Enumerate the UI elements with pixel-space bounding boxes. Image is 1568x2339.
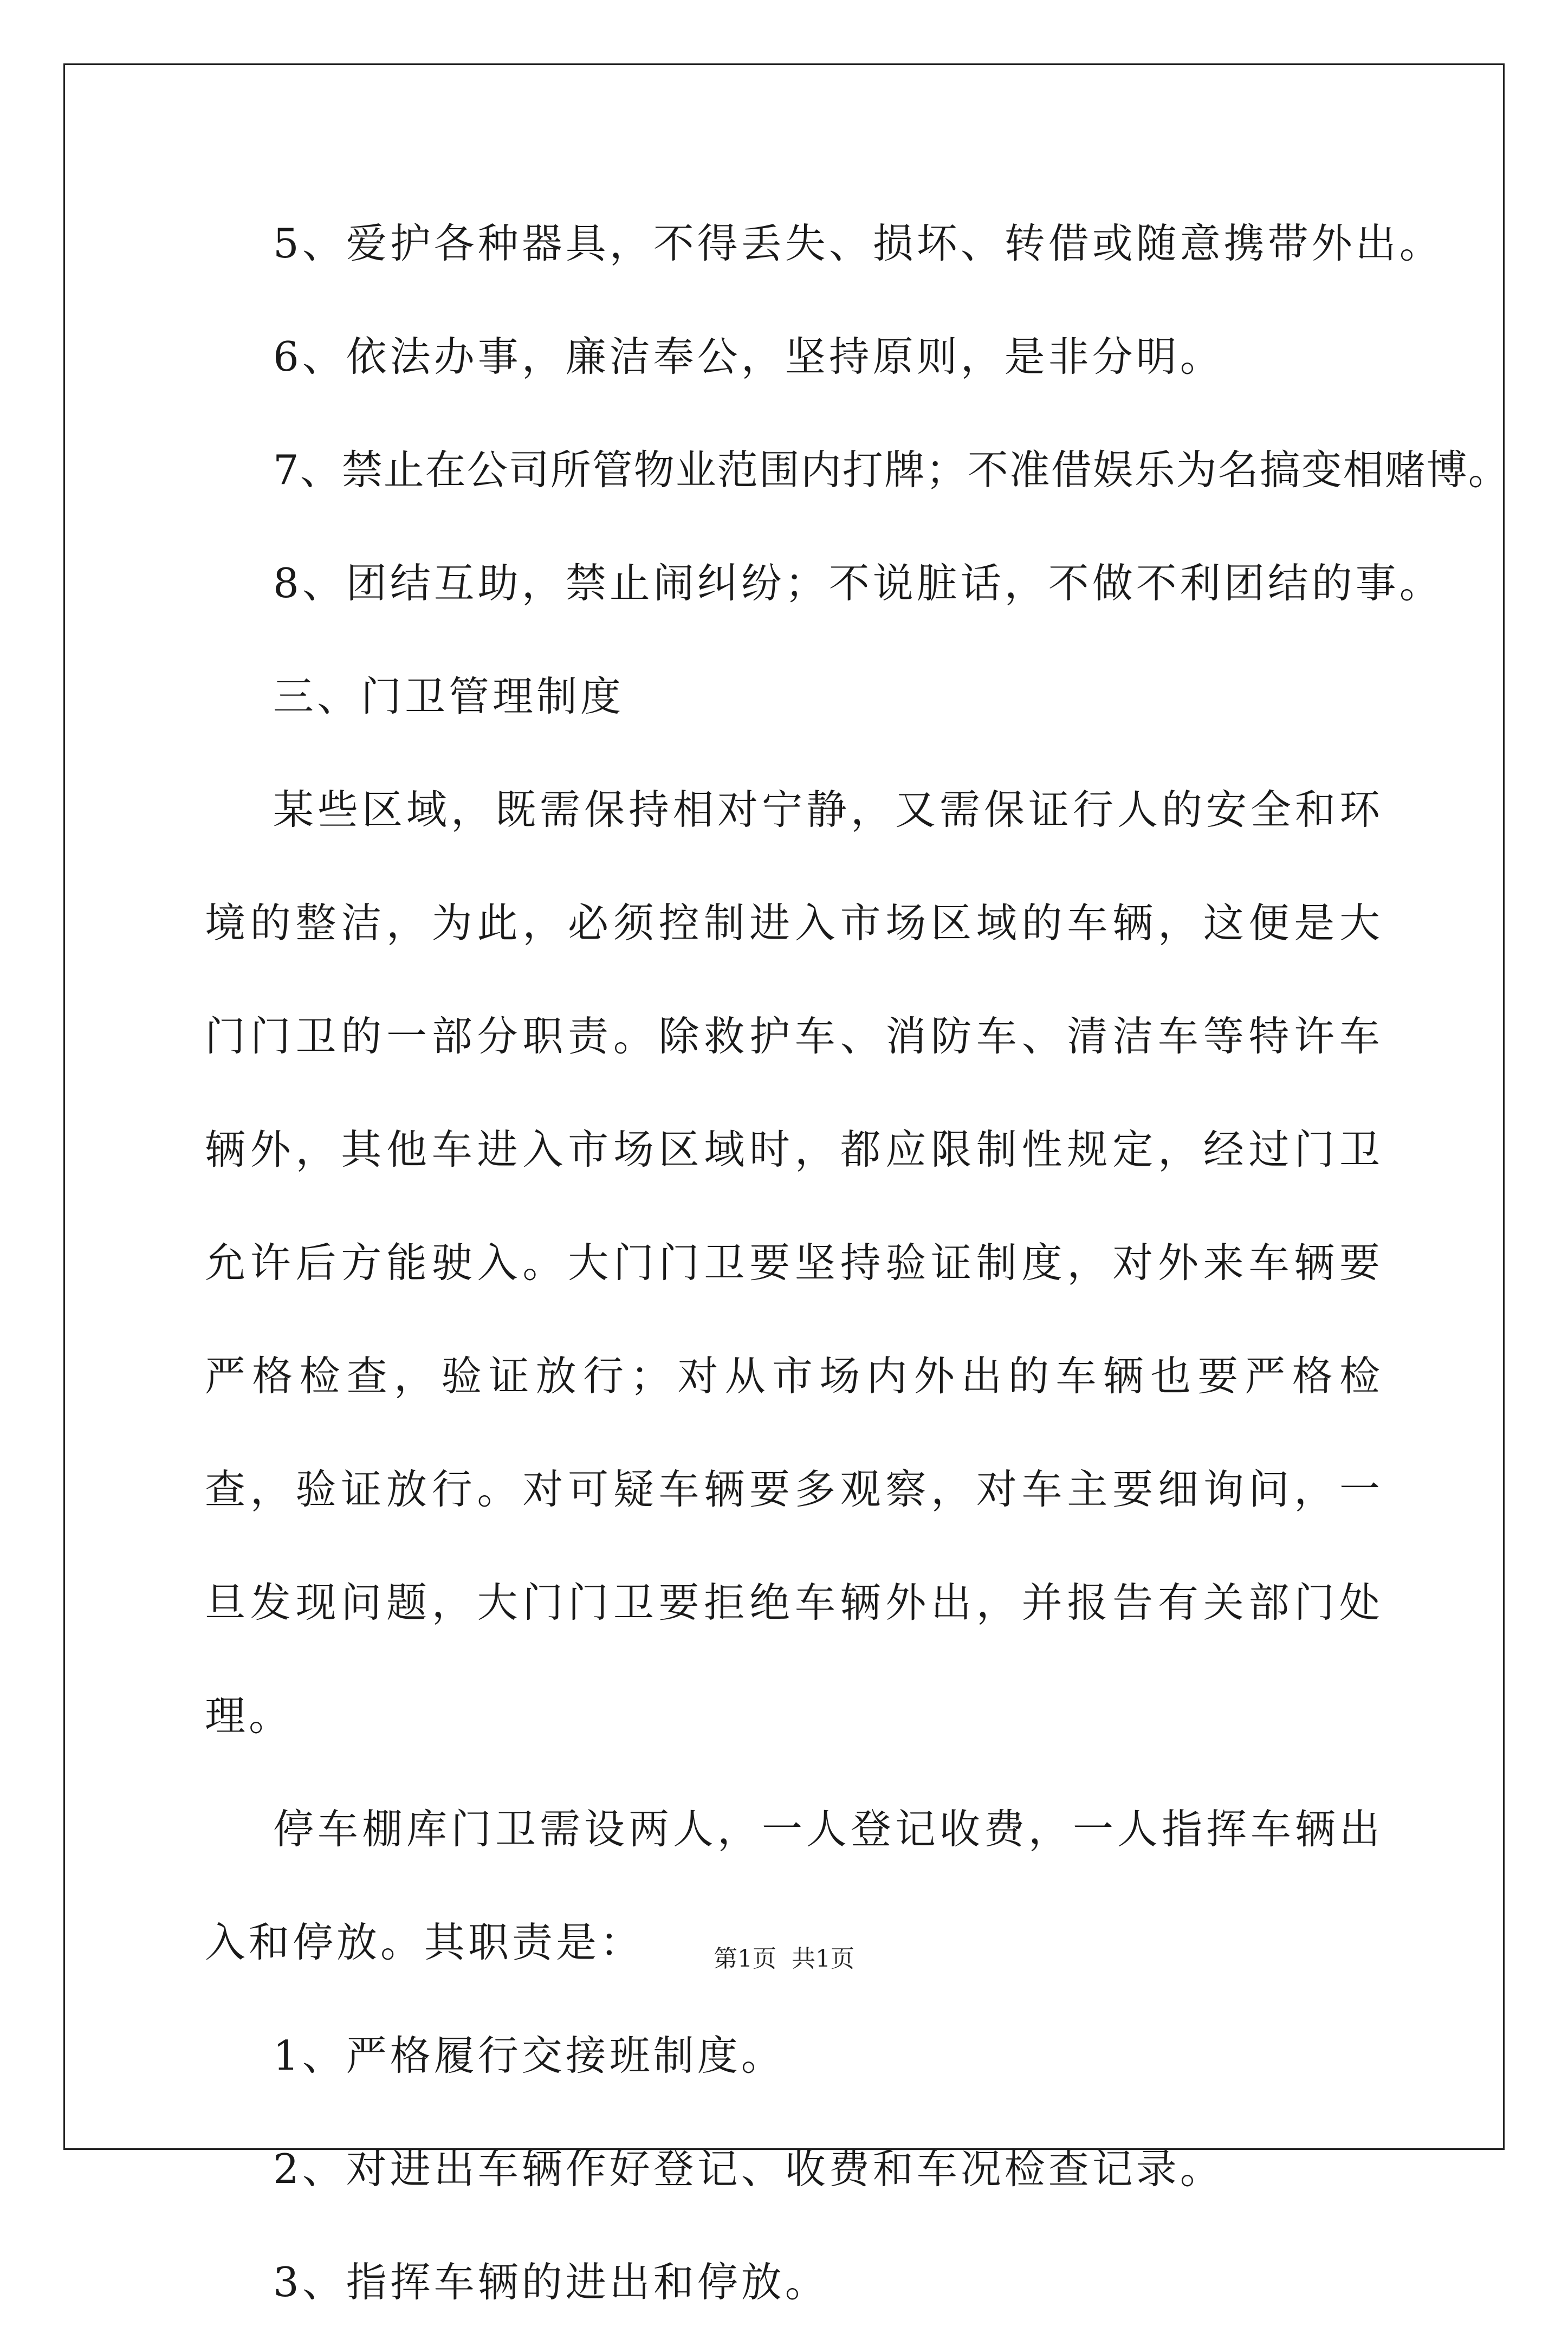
paragraph-rule-6: 6、依法办事，廉洁奉公，坚持原则，是非分明。: [273, 333, 1224, 380]
page-footer: [0, 1943, 1568, 1975]
paragraph-duty-1: 1、严格履行交接班制度。: [273, 2032, 785, 2079]
document-body: [205, 187, 1510, 2339]
page-number: 第1页: [714, 1945, 776, 1973]
section-heading-gatekeeper: 三、门卫管理制度: [273, 673, 625, 720]
paragraph-duty-2: 2、对进出车辆作好登记、收费和车况检查记录。: [273, 2145, 1224, 2193]
paragraph-rule-5: 5、爱护各种器具，不得丢失、损坏、转借或随意携带外出。: [273, 219, 1443, 267]
paragraph-rule-8: 8、团结互助，禁止闹纠纷；不说脏话，不做不利团结的事。: [273, 559, 1443, 607]
paragraph-duty-3: 3、指挥车辆的进出和停放。: [273, 2258, 829, 2306]
page-total: 共1页: [792, 1945, 854, 1973]
paragraph-rule-7: 7、禁止在公司所管物业范围内打牌；不准借娱乐为名搞变相赌博。: [273, 446, 1510, 494]
paragraph-parking-duties: 停车棚库门卫需设两人，一人登记收费，一人指挥车辆出入和停放。其职责是：: [205, 1805, 1383, 1966]
paragraph-gate-duties: 某些区域，既需保持相对宁静，又需保证行人的安全和环境的整洁，为此，必须控制进入市场区域的车辆，这便是大门门卫的一部分职责。除救护车、消防车、清洁车等特许车辆外，其他车进入市场区域时，都应限制性规定，经过门卫允许后方能驶入。大门门卫要坚持验证制度，对外来车辆要严格检查，验证放行；对从市场内外出的车辆也要严格检查，验证放行。对可疑车辆要多观察，对车主要细询问，一旦发现问题，大门门卫要拒绝车辆外出，并报告有关部门处理。: [205, 786, 1383, 1740]
